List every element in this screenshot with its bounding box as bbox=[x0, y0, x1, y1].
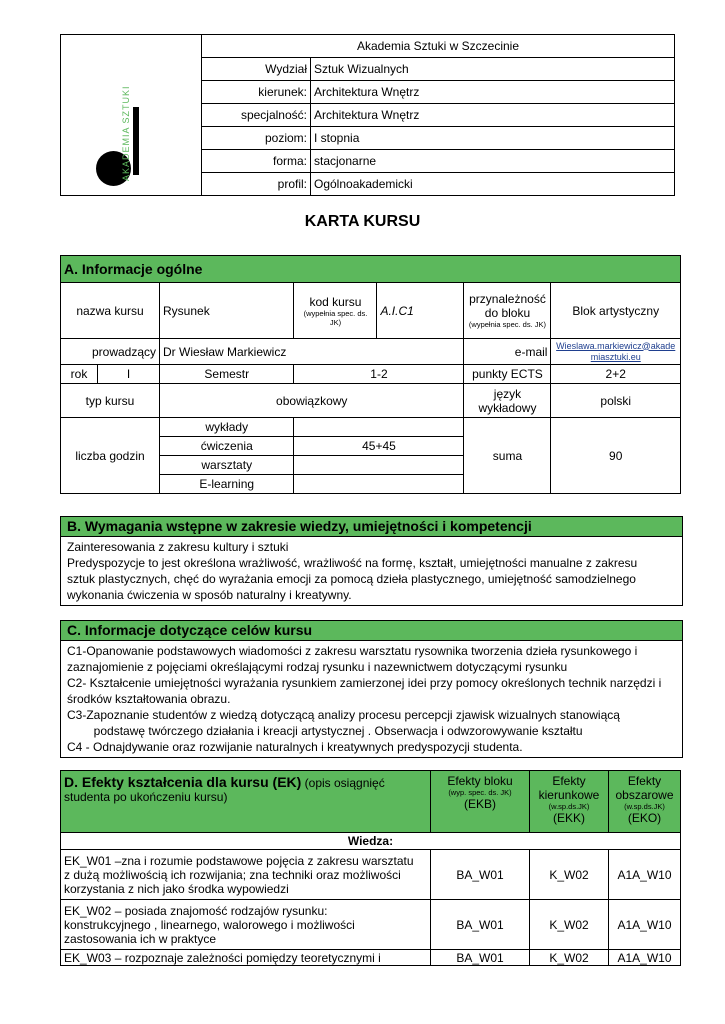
section-b-heading: B. Wymagania wstępne w zakresie wiedzy, umiejętności i kompetencji bbox=[61, 517, 682, 537]
section-b-text bbox=[61, 537, 682, 605]
section-c-text bbox=[61, 641, 682, 757]
header-value-wydzial: Sztuk Wizualnych bbox=[311, 58, 675, 81]
course-name-label: nazwa kursu bbox=[61, 283, 160, 339]
outcome-line: EK_W02 – posiada znajomość rodzajów rysunku: bbox=[64, 903, 328, 918]
section-a-table bbox=[60, 255, 681, 494]
email-line-1: Wieslawa.markiewicz@akade bbox=[556, 340, 676, 351]
course-code-label: kod kursu bbox=[309, 294, 362, 309]
section-d-heading-note-2: studenta po ukończeniu kursu) bbox=[64, 790, 228, 804]
outcome-eko: A1A_W10 bbox=[609, 850, 681, 900]
hours-lectures-label: wykłady bbox=[160, 418, 294, 437]
section-c-line: C4 - Odnajdywanie oraz rozwijanie naturalnych i kreatywnych predyspozycji studenta. bbox=[67, 740, 523, 754]
section-c bbox=[60, 620, 683, 758]
hours-workshops-value bbox=[294, 456, 464, 475]
col-eko-title: Efekty obszarowe bbox=[615, 774, 674, 802]
block-note: (wypełnia spec. ds. JK) bbox=[468, 320, 547, 329]
header-label-profil: profil: bbox=[202, 173, 311, 196]
hours-lectures-value bbox=[294, 418, 464, 437]
section-c-heading: C. Informacje dotyczące celów kursu bbox=[61, 621, 682, 641]
section-b-line: wykonania ćwiczenia w sposób naturalny i kreatywny. bbox=[67, 588, 352, 602]
logo-text: AKADEMIA SZTUKI bbox=[121, 85, 131, 181]
header-label-forma: forma: bbox=[202, 150, 311, 173]
course-code-note: (wypełnia spec. ds. JK) bbox=[303, 308, 368, 327]
email-line-2: miasztuki.eu bbox=[590, 351, 641, 362]
section-c-line: środków kształtowania obrazu. bbox=[67, 692, 231, 706]
ects-label: punkty ECTS bbox=[464, 365, 551, 384]
section-b-line: Predyspozycje to jest określona wrażliwość, wrażliwość na formę, kształt, umiejętności manualne z zakresu bbox=[67, 556, 638, 570]
section-d-table bbox=[60, 770, 681, 966]
year-label: rok bbox=[61, 365, 98, 384]
outcome-text bbox=[61, 900, 431, 950]
outcome-line: EK_W03 – rozpoznaje zależności pomiędzy teoretycznymi i bbox=[64, 950, 381, 965]
hours-label: liczba godzin bbox=[61, 418, 160, 494]
section-c-line: zaznajomienie z pojęciami określającymi rodzaj rysunku i nazewnictwem dotyczącymi rysunku bbox=[67, 660, 568, 674]
hours-elearning-label: E-learning bbox=[160, 475, 294, 494]
email-label: e-mail bbox=[464, 339, 551, 365]
outcome-ekb: BA_W01 bbox=[431, 850, 530, 900]
page-title: KARTA KURSU bbox=[304, 213, 421, 230]
col-ekk-note: (w.sp.ds.JK) bbox=[548, 802, 590, 811]
logo-bar bbox=[133, 107, 139, 175]
block-label: przynależność do bloku bbox=[469, 292, 546, 320]
section-b bbox=[60, 516, 683, 606]
section-d-heading-note-1: (opis osiągnięć bbox=[304, 776, 385, 790]
outcome-text bbox=[61, 850, 431, 900]
semester-value: 1-2 bbox=[294, 365, 464, 384]
section-c-line: C1-Opanowanie podstawowych wiadomości z zakresu warsztatu rysownika tworzenia dzieła rysunkowego i bbox=[67, 644, 638, 658]
col-eko-note: (w.sp.ds.JK) bbox=[624, 802, 665, 811]
outcome-eko: A1A_W10 bbox=[609, 950, 681, 966]
academy-logo bbox=[61, 35, 201, 195]
block-value: Blok artystyczny bbox=[551, 283, 681, 339]
header-label-wydzial: Wydział bbox=[202, 58, 311, 81]
section-c-line: C2- Kształcenie umiejętności wyrażania rysunkiem zamierzonej idei przy pomocy określonych technik narzędzi i bbox=[67, 676, 662, 690]
hours-workshops-label: warsztaty bbox=[160, 456, 294, 475]
sum-label: suma bbox=[464, 418, 551, 494]
header-label-kierunek: kierunek: bbox=[202, 81, 311, 104]
language-label: język wykładowy bbox=[464, 384, 551, 418]
lecturer-label: prowadzący bbox=[61, 339, 160, 365]
col-ekb-note: (wyp. spec. ds. JK) bbox=[448, 788, 512, 797]
section-b-line: Zainteresowania z zakresu kultury i sztuki bbox=[67, 540, 289, 554]
col-ekb-title: Efekty bloku bbox=[447, 774, 513, 788]
semester-label: Semestr bbox=[160, 365, 294, 384]
section-a-heading: A. Informacje ogólne bbox=[61, 256, 681, 283]
header-value-poziom: I stopnia bbox=[311, 127, 675, 150]
outcome-ekb: BA_W01 bbox=[431, 900, 530, 950]
header-value-specjalnosc: Architektura Wnętrz bbox=[311, 104, 675, 127]
knowledge-subheading: Wiedza: bbox=[61, 833, 681, 850]
ects-value: 2+2 bbox=[551, 365, 681, 384]
outcome-text bbox=[61, 950, 431, 966]
hours-elearning-value bbox=[294, 475, 464, 494]
hours-exercises-value: 45+45 bbox=[294, 437, 464, 456]
outcome-ekk: K_W02 bbox=[530, 950, 609, 966]
outcome-ekk: K_W02 bbox=[530, 900, 609, 950]
lecturer-name: Dr Wiesław Markiewicz bbox=[160, 339, 464, 365]
course-code-label-cell bbox=[294, 283, 377, 339]
header-label-poziom: poziom: bbox=[202, 127, 311, 150]
section-d-heading: D. Efekty kształcenia dla kursu (EK) bbox=[64, 774, 302, 790]
col-ekk-code: (EKK) bbox=[552, 811, 585, 825]
hours-exercises-label: ćwiczenia bbox=[160, 437, 294, 456]
email-link[interactable] bbox=[551, 339, 681, 365]
col-ekk-title: Efekty kierunkowe bbox=[538, 774, 600, 802]
logo-cell bbox=[61, 35, 202, 196]
outcome-line: korzystania z nich jako środka wypowiedzi bbox=[64, 881, 289, 896]
outcome-ekb: BA_W01 bbox=[431, 950, 530, 966]
block-label-cell bbox=[464, 283, 551, 339]
outcome-line: zastosowania ich w praktyce bbox=[64, 931, 217, 946]
section-d-heading-cell bbox=[61, 771, 431, 833]
col-ekk-header bbox=[530, 771, 609, 833]
institution-name: Akademia Sztuki w Szczecinie bbox=[202, 35, 675, 58]
header-table bbox=[60, 34, 675, 196]
header-value-forma: stacjonarne bbox=[311, 150, 675, 173]
course-type-label: typ kursu bbox=[61, 384, 160, 418]
year-value: I bbox=[98, 365, 160, 384]
outcome-eko: A1A_W10 bbox=[609, 900, 681, 950]
section-c-line: C3-Zapoznanie studentów z wiedzą dotyczącą analizy procesu percepcji zjawisk wizualnych stanowiącą bbox=[67, 708, 620, 722]
col-ekb-code: (EKB) bbox=[463, 797, 496, 811]
course-code: A.I.C1 bbox=[377, 283, 464, 339]
outcome-ekk: K_W02 bbox=[530, 850, 609, 900]
sum-value: 90 bbox=[551, 418, 681, 494]
header-label-specjalnosc: specjalność: bbox=[202, 104, 311, 127]
course-name: Rysunek bbox=[160, 283, 294, 339]
header-value-profil: Ogólnoakademicki bbox=[311, 173, 675, 196]
section-b-line: sztuk plastycznych, chęć do wyrażania emocji za pomocą dzieła plastycznego, umiejętność samodzielnego bbox=[67, 572, 636, 586]
language-value: polski bbox=[551, 384, 681, 418]
header-value-kierunek: Architektura Wnętrz bbox=[311, 81, 675, 104]
col-eko-header bbox=[609, 771, 681, 833]
col-eko-code: (EKO) bbox=[627, 811, 662, 825]
course-type-value: obowiązkowy bbox=[160, 384, 464, 418]
outcome-line: z dużą możliwością ich rozwijania; zna techniki oraz możliwości bbox=[64, 867, 401, 882]
outcome-line: konstrukcyjnego , linearnego, walorowego i możliwości bbox=[64, 917, 355, 932]
outcome-line: EK_W01 –zna i rozumie podstawowe pojęcia z zakresu warsztatu bbox=[64, 853, 414, 868]
col-ekb-header bbox=[431, 771, 530, 833]
section-c-line: podstawę twórczego działania i kreacji artystycznej . Obserwacja i odwzorowywanie kształtu bbox=[67, 724, 583, 738]
